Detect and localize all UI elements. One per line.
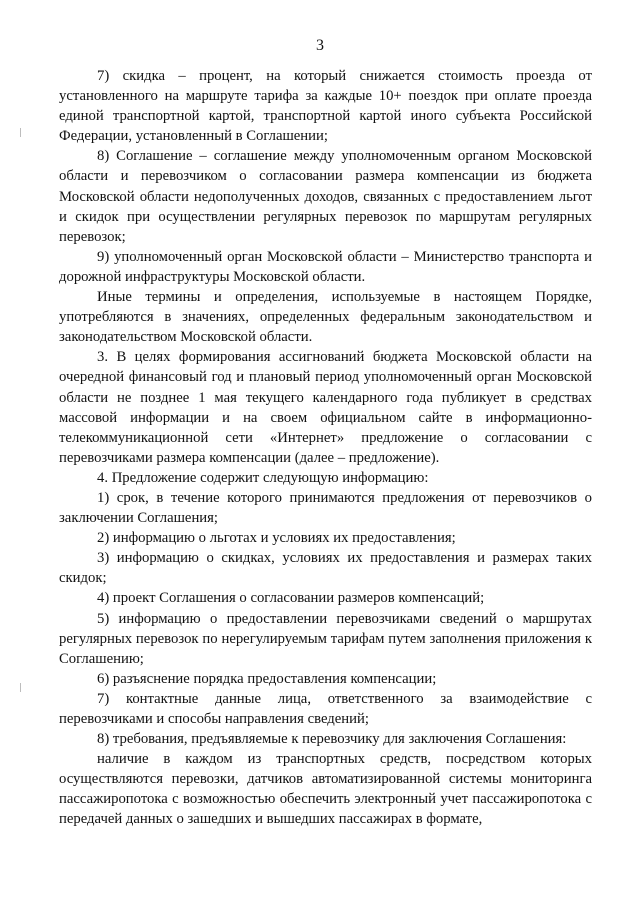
- document-body: [59, 66, 592, 830]
- paragraph-item-9-authority: 9) уполномоченный орган Московской области – Министерство транспорта и дорожной инфраструктуры Московской области.: [59, 248, 592, 285]
- page-number: 3: [316, 37, 324, 54]
- list-item-5: 5) информацию о предоставлении перевозчиками сведений о маршрутах регулярных перевозок по нерегулируемым тарифам путем заполнения приложения к Соглашению;: [59, 610, 592, 667]
- list-item-3: 3) информацию о скидках, условиях их предоставления и размерах таких скидок;: [59, 550, 592, 587]
- paragraph-section-4: 4. Предложение содержит следующую информацию:: [97, 469, 429, 486]
- list-item-7: 7) контактные данные лица, ответственного за взаимодействие с перевозчиками и способы направления сведений;: [59, 690, 592, 727]
- scan-artifact: [20, 683, 21, 692]
- paragraph-section-3: 3. В целях формирования ассигнований бюджета Московской области на очередной финансовый год и плановый период уполномоченный орган Московской области не позднее 1 мая текущего календарного года публикует в средствах массовой информации и на своем официальном сайте в информационно-телекоммуникационной сети «Интернет» предложение о согласовании с перевозчиками размера компенсации (далее – предложение).: [59, 349, 592, 466]
- list-item-2: 2) информацию о льготах и условиях их предоставления;: [97, 530, 456, 547]
- paragraph-other-terms: Иные термины и определения, используемые в настоящем Порядке, употребляются в значениях, определенных федеральным законодательством и законодательством Московской области.: [59, 289, 592, 346]
- list-item-8: 8) требования, предъявляемые к перевозчику для заключения Соглашения:: [97, 731, 567, 748]
- paragraph-item-7-discount: 7) скидка – процент, на который снижается стоимость проезда от установленного на маршруте тарифа за каждые 10+ поездок при оплате проезда единой транспортной картой, транспортной картой иного субъекта Российской Федерации, установленный в Соглашении;: [59, 68, 592, 145]
- list-item-6: 6) разъяснение порядка предоставления компенсации;: [97, 670, 437, 687]
- list-item-1: 1) срок, в течение которого принимаются предложения от перевозчиков о заключении Соглашения;: [59, 489, 592, 527]
- paragraph-requirement-sensors: наличие в каждом из транспортных средств, посредством которых осуществляются перевозки, датчиков автоматизированной системы мониторинга пассажиропотока с возможностью обеспечить электронный учет пассажиропотока с передачей данных о зашедших и вышедших пассажирах в формате,: [59, 751, 592, 828]
- paragraph-item-8-agreement: 8) Соглашение – соглашение между уполномоченным органом Московской области и перевозчиком о согласовании размера компенсации из бюджета Московской области недополученных доходов, связанных с предоставлением льгот и скидок при осуществлении регулярных перевозок по маршрутам регулярных перевозок;: [59, 148, 592, 245]
- scan-artifact: [20, 128, 21, 137]
- list-item-4: 4) проект Соглашения о согласовании размеров компенсаций;: [97, 590, 485, 607]
